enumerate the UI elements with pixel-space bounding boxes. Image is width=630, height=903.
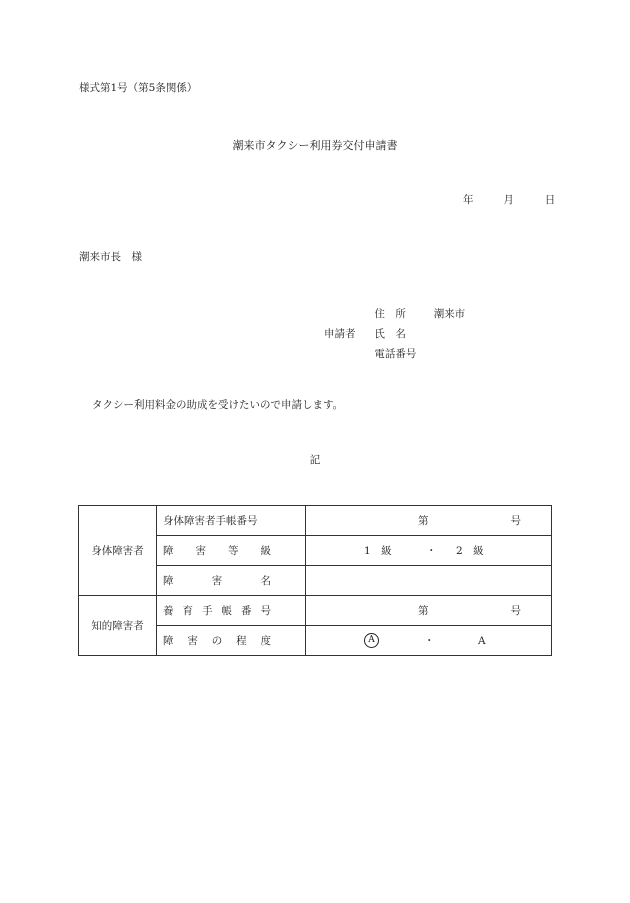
handbook-prefix: 第 [418, 515, 429, 527]
applicant-phone-row [324, 344, 465, 364]
applicant-role: 申請者 [324, 328, 356, 340]
table-row [79, 506, 552, 536]
applicant-address-row [324, 304, 465, 324]
grade-option-2: 2 級 [456, 545, 484, 557]
handbook-suffix: 号 [510, 605, 521, 617]
form-number: 様式第1号（第5条関係） [79, 82, 198, 94]
degree-cell [157, 626, 306, 656]
addressee: 潮来市長 様 [79, 251, 142, 263]
physical-handbook-label: 身体障害者手帳番号 [157, 506, 306, 536]
phone-label: 電話番号 [374, 348, 417, 360]
degree-separator: ・ [424, 635, 435, 647]
degree-label: 障 害 の 程 度 [163, 635, 271, 647]
degree-option-2: A [478, 634, 486, 647]
intellectual-handbook-cell [157, 596, 306, 626]
degree-option-1-circled: A [364, 633, 379, 648]
intellectual-handbook-label: 養 育 手 帳 番 号 [163, 605, 271, 617]
handbook-prefix: 第 [418, 605, 429, 617]
disability-name-value [306, 566, 552, 596]
physical-handbook-value [306, 506, 552, 536]
grade-separator: ・ [426, 545, 437, 557]
applicant-block [324, 304, 465, 364]
address-value: 潮来市 [433, 308, 466, 320]
statement: タクシー利用料金の助成を受けたいので申請します。 [92, 399, 344, 411]
intellectual-handbook-value [306, 596, 552, 626]
disability-name-cell [157, 566, 306, 596]
date-day-label: 日 [544, 194, 556, 206]
table-row [79, 596, 552, 626]
grade-label: 障 害 等 級 [163, 545, 271, 557]
intellectual-category: 知的障害者 [79, 596, 157, 656]
degree-value [306, 626, 552, 656]
date-year-label: 年 [463, 194, 474, 206]
handbook-suffix: 号 [510, 515, 521, 527]
date-month-label: 月 [503, 194, 514, 206]
date-line [463, 192, 555, 207]
ki-heading: 記 [309, 454, 321, 466]
applicant-name-row [324, 324, 465, 344]
grade-value [306, 536, 552, 566]
application-table [78, 505, 552, 656]
disability-name-label: 障 害 名 [163, 575, 271, 587]
physical-category: 身体障害者 [79, 506, 157, 596]
document-title: 潮来市タクシー利用券交付申請書 [232, 139, 398, 152]
name-label: 氏 名 [374, 328, 406, 340]
grade-option-1: 1 級 [364, 545, 392, 557]
grade-label-cell [157, 536, 306, 566]
address-label: 住 所 [374, 308, 406, 320]
